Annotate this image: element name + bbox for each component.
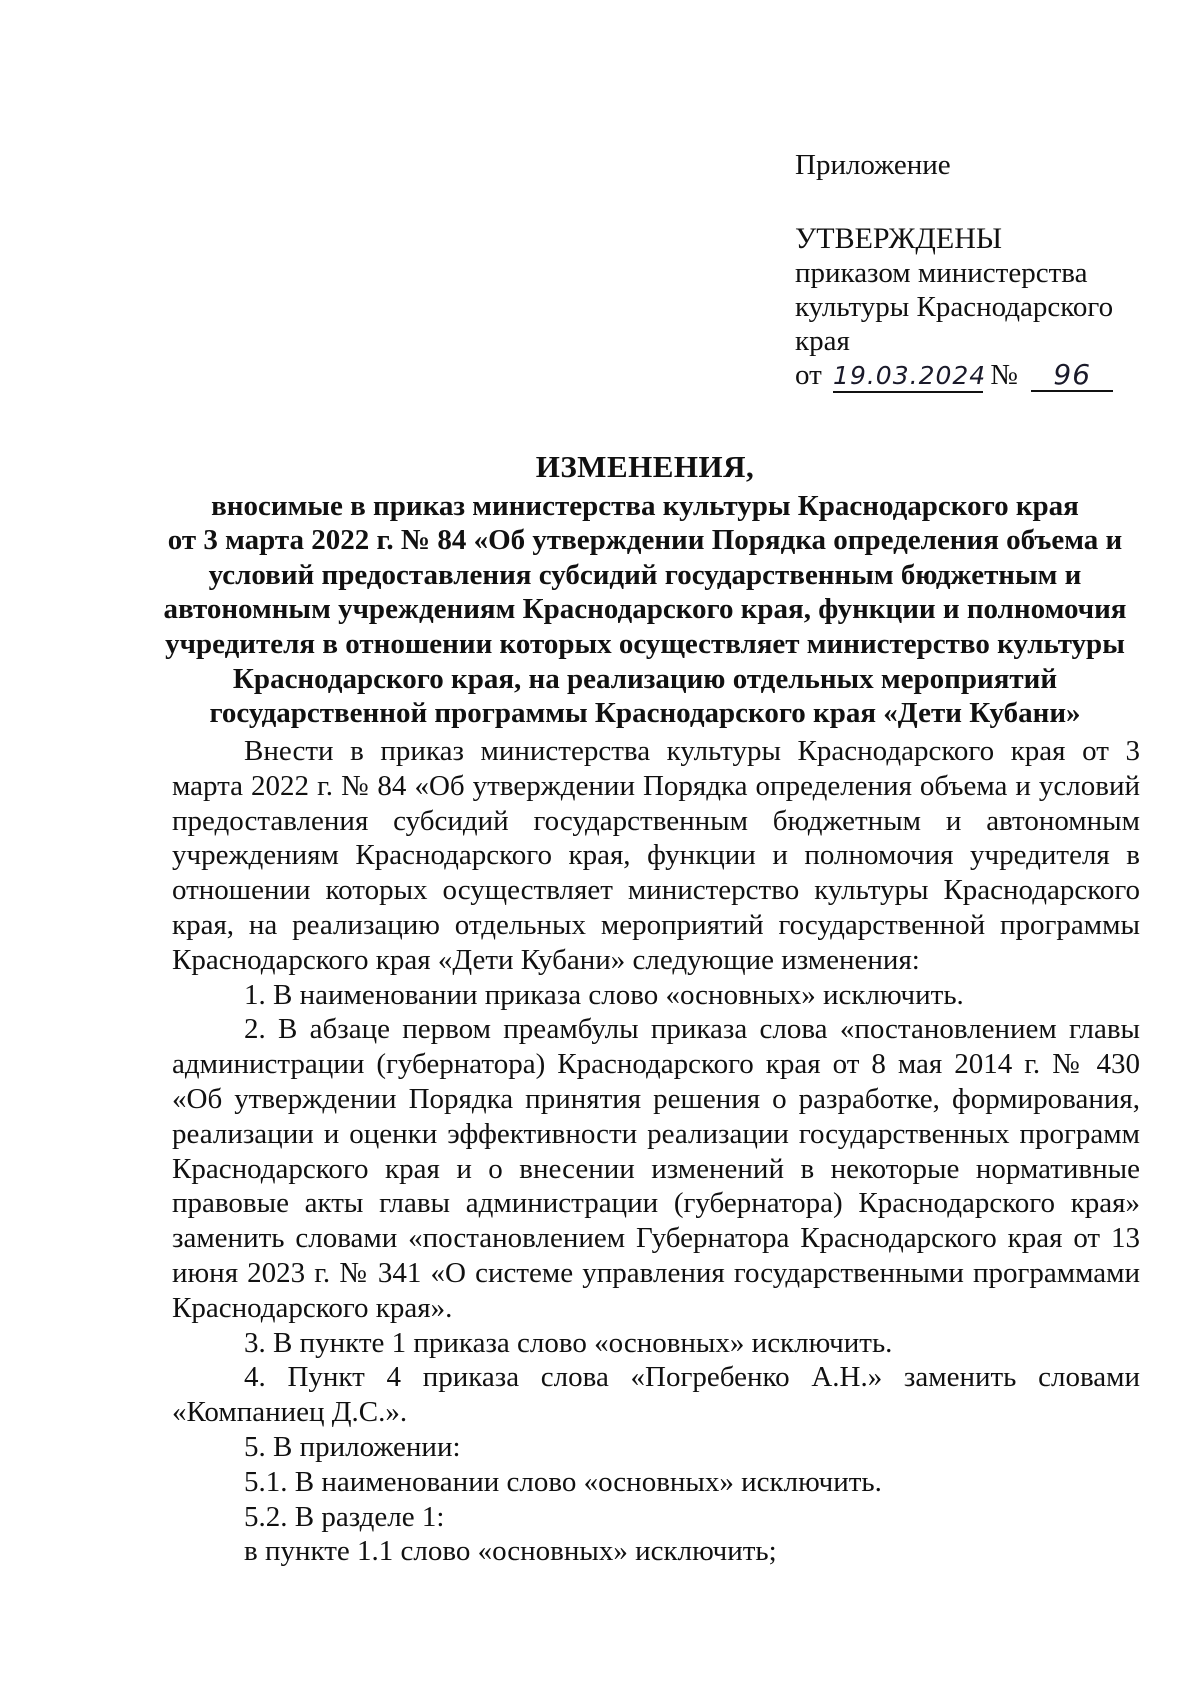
approval-date-number <box>795 358 1175 393</box>
document-title <box>160 450 1130 731</box>
title-heading: ИЗМЕНЕНИЯ, <box>535 449 755 484</box>
title-line: вносимые в приказ министерства культуры Краснодарского края <box>211 489 1079 522</box>
title-line: Краснодарского края, на реализацию отдельных мероприятий <box>232 662 1058 695</box>
title-line: учредителя в отношении которых осуществляет министерство культуры <box>165 627 1125 660</box>
handwritten-date: 19.03.2024 <box>833 361 983 393</box>
title-line: условий предоставления субсидий государственным бюджетным и <box>208 558 1082 591</box>
amendment-item-3: 3. В пункте 1 приказа слово «основных» исключить. <box>244 1326 893 1359</box>
amendment-item-5: 5. В приложении: <box>244 1430 461 1463</box>
amendment-item-5-1: 5.1. В наименовании слово «основных» исключить. <box>244 1465 882 1498</box>
approval-block <box>795 148 1175 393</box>
document-body <box>172 734 1140 1569</box>
intro-paragraph: Внести в приказ министерства культуры Краснодарского края от 3 марта 2022 г. № 84 «Об утверждении Порядка определения объема и условий предоставления субсидий государственным бюджетным и автономным учреждениям Краснодарского края, функции и полномочия учредителя в отношении которых осуществляет министерство культуры Краснодарского края, на реализацию отдельных мероприятий государственной программы Краснодарского края «Дети Кубани» следующие изменения: <box>172 735 1140 976</box>
amendment-item-5-2-a: в пункте 1.1 слово «основных» исключить; <box>244 1535 777 1568</box>
appendix-label: Приложение <box>795 149 951 181</box>
title-line: от 3 марта 2022 г. № 84 «Об утверждении Порядка определения объема и <box>167 524 1123 557</box>
date-prefix: от <box>795 359 822 391</box>
amendment-item-5-2: 5.2. В разделе 1: <box>244 1500 445 1533</box>
number-prefix: № <box>990 359 1018 391</box>
amendment-item-4: 4. Пункт 4 приказа слова «Погребенко А.Н.» заменить словами «Компаниец Д.С.». <box>172 1361 1140 1429</box>
amendment-item-2: 2. В абзаце первом преамбулы приказа слова «постановлением главы администрации (губернатора) Краснодарского края от 8 мая 2014 г. № 430 «Об утверждении Порядка принятия решения о разработке, формирования, реализации и оценки эффективности реализации государственных программ Краснодарского края и о внесении изменений в некоторые нормативные правовые акты главы администрации (губернатора) Краснодарского края» заменить словами «постановлением Губернатора Краснодарского края от 13 июня 2023 г. № 341 «О системе управления государственными программами Краснодарского края». <box>172 1013 1140 1324</box>
amendment-item-1: 1. В наименовании приказа слово «основных» исключить. <box>244 978 964 1011</box>
title-line: автономным учреждениям Краснодарского края, функции и полномочия <box>163 593 1127 626</box>
approval-line: культуры Краснодарского <box>795 291 1114 323</box>
title-line: государственной программы Краснодарского края «Дети Кубани» <box>209 697 1081 730</box>
approved-label: УТВЕРЖДЕНЫ <box>795 222 1003 255</box>
approval-line: приказом министерства <box>795 257 1088 289</box>
handwritten-number: 96 <box>1031 360 1113 392</box>
approval-line: края <box>795 325 850 357</box>
